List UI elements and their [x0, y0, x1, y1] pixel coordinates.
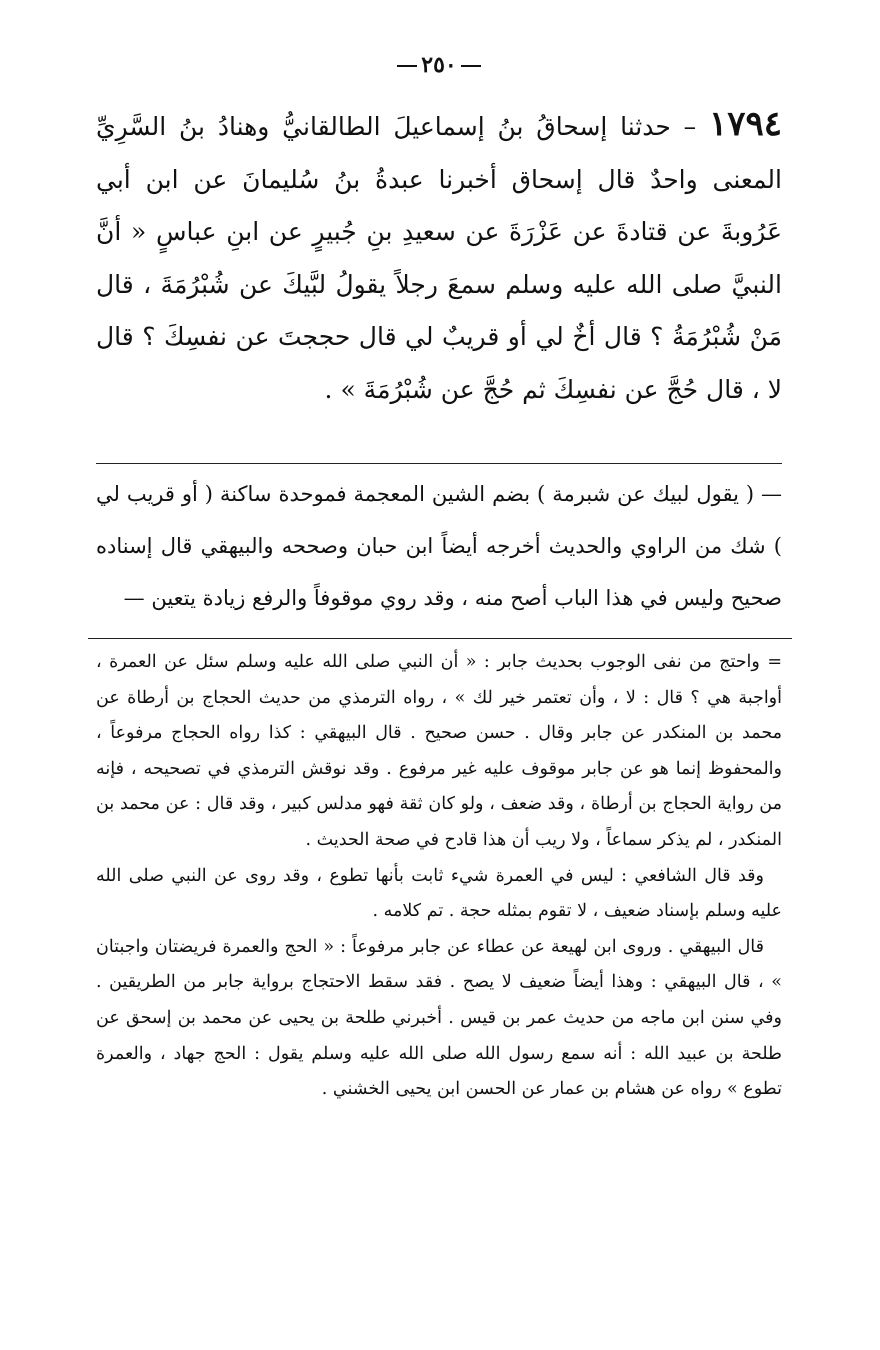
page-number-dash	[461, 65, 481, 67]
page-number	[96, 52, 782, 78]
hadith-text-block	[96, 98, 782, 416]
page-number-dash	[397, 65, 417, 67]
section-divider	[96, 463, 782, 464]
footnote-paragraph: قال البيهقي . وروى ابن لهيعة عن عطاء عن جابر مرفوعاً : « الحج والعمرة فريضتان واجبتان » ، قال البيهقي : وهذا أيضاً ضعيف لا يصح . فقد سقط الاحتجاج برواية جابر من الطريقين . وفي سنن ابن ماجه من حديث عمر بن قيس . أخبرني طلحة بن يحيى عن محمد بن إسحق عن طلحة بن عبيد الله : أنه سمع رسول الله صلى الله عليه وسلم يقول : الحج جهاد ، والعمرة تطوع » رواه عن هشام بن عمار عن الحسن ابن يحيى الخشني .	[96, 936, 782, 1100]
hadith-number: ١٧٩٤	[708, 104, 782, 144]
document-page	[96, 0, 782, 1350]
commentary-block	[96, 468, 782, 624]
page-number-text: ٢٥٠	[421, 52, 457, 78]
footnote-paragraph: = واحتج من نفى الوجوب بحديث جابر : « أن النبي صلى الله عليه وسلم سئل عن العمرة ، أواجبة هي ؟ قال : لا ، وأن تعتمر خير لك » ، رواه الترمذي من حديث الحجاج بن أرطاة عن محمد بن المنكدر عن جابر وقال . حسن صحيح . قال البيهقي : كذا رواه الحجاج مرفوعاً ، والمحفوظ إنما هو عن جابر موقوف عليه غير مرفوع . وقد نوقش الترمذي في تصحيحه ، فإنه من رواية الحجاج بن أرطاة ، وقد ضعف ، ولو كان ثقة فهو مدلس كبير ، وقد قال : عن محمد بن المنكدر ، لم يذكر سماعاً ، ولا ريب أن هذا قادح في صحة الحديث .	[96, 652, 782, 850]
commentary-text: — ( يقول لبيك عن شبرمة ) بضم الشين المعجمة فموحدة ساكنة ( أو قريب لي ) شك من الراوي والحديث أخرجه أيضاً ابن حبان وصححه والبيهقي قال إسناده صحيح وليس في هذا الباب أصح منه ، وقد روي موقوفاً والرفع زيادة يتعين —	[96, 482, 782, 610]
footnote-paragraph: وقد قال الشافعي : ليس في العمرة شيء ثابت بأنها تطوع ، وقد روى عن النبي صلى الله عليه وسلم بإسناد ضعيف ، لا تقوم بمثله حجة . تم كلامه .	[96, 865, 782, 922]
footnote-divider	[88, 638, 792, 639]
hadith-body: – حدثنا إسحاقُ بنُ إسماعيلَ الطالقانيُّ وهنادُ بنُ السَّرِيِّ المعنى واحدٌ قال إسحاق أخبرنا عبدةُ بنُ سُليمانَ عن ابن أبي عَرُوبةَ عن قتادةَ عن عَزْرَةَ عن سعيدِ بنِ جُبيرٍ عن ابنِ عباسٍ « أنَّ النبيَّ صلى الله عليه وسلم سمعَ رجلاً يقولُ لبَّيكَ عن شُبْرُمَةَ ، قال مَنْ شُبْرُمَةُ ؟ قال أخٌ لي أو قريبٌ لي قال حججتَ عن نفسِكَ ؟ قال لا ، قال حُجَّ عن نفسِكَ ثم حُجَّ عن شُبْرُمَةَ » .	[96, 112, 782, 404]
footnotes-block	[96, 645, 782, 1108]
